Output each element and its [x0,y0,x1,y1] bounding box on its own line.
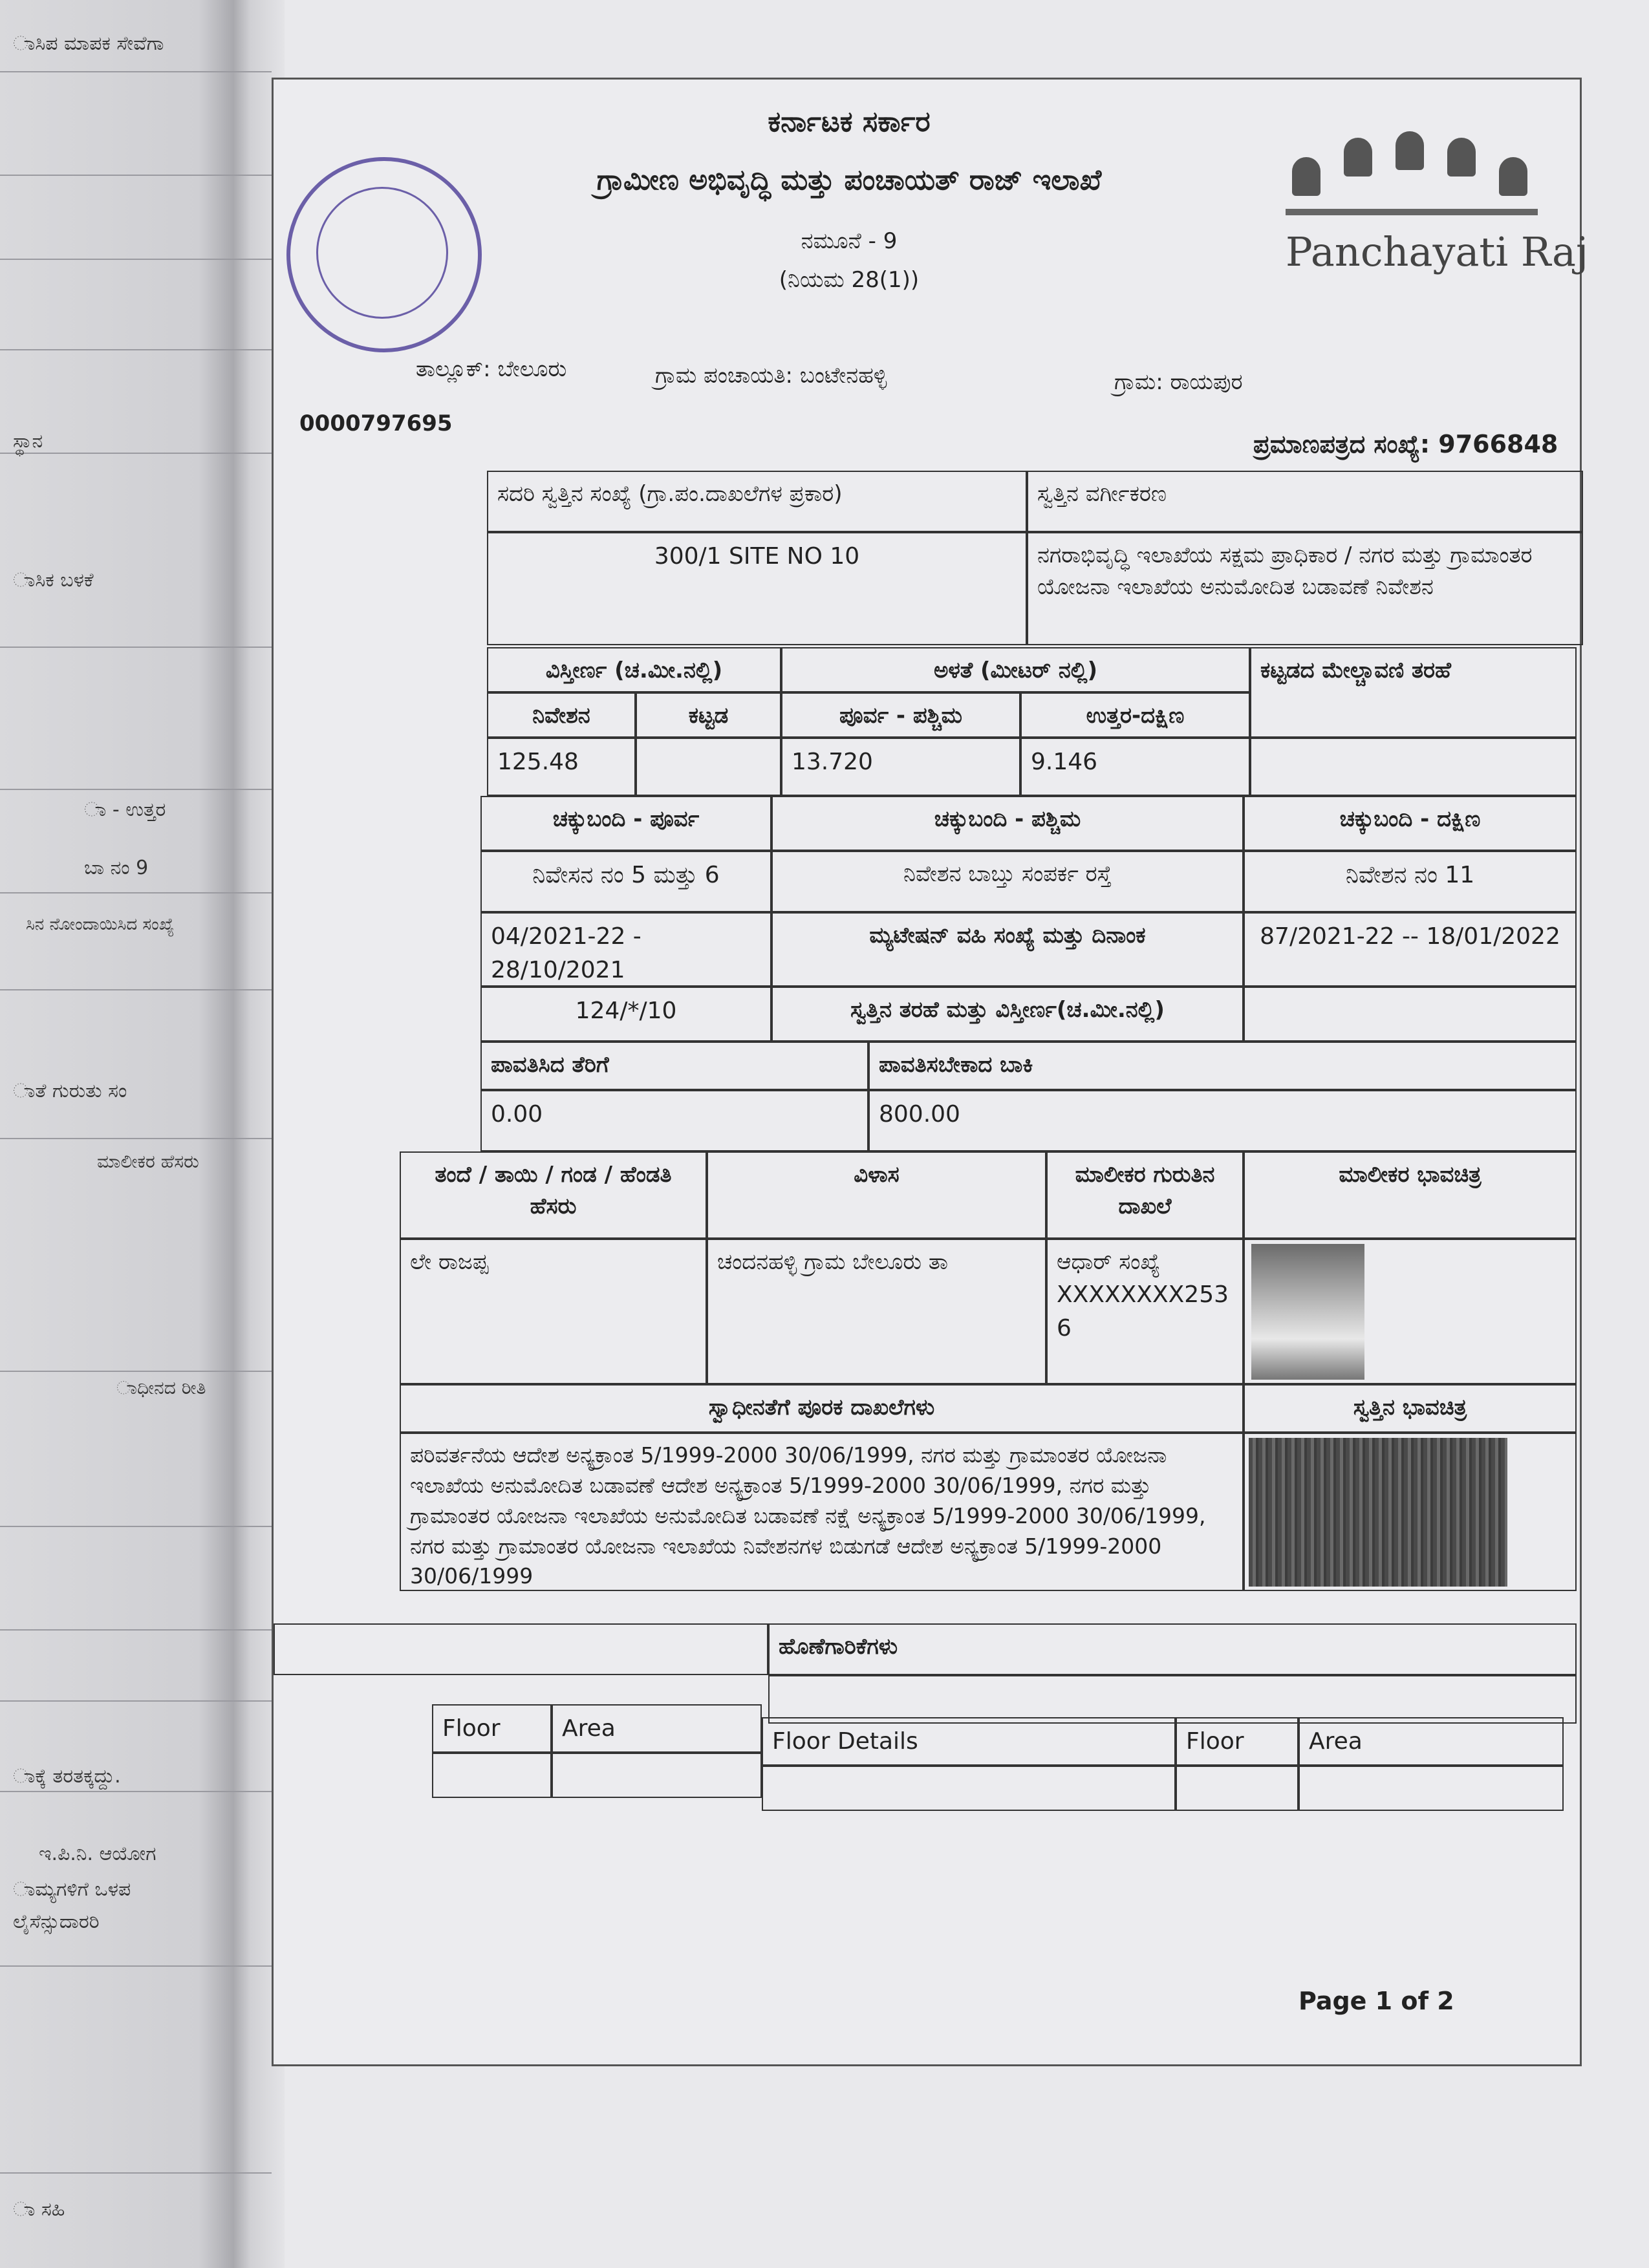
certificate-number: ಪ್ರಮಾಣಪತ್ರದ ಸಂಖ್ಯೆ: 9766848 [1253,430,1558,458]
floor-value [432,1753,552,1798]
supporting-docs-text: ಪರಿವರ್ತನೆಯ ಆದೇಶ ಅನ್ಯಕ್ರಾಂತ 5/1999-2000 30/06/1999, ನಗರ ಮತ್ತು ಗ್ರಾಮಾಂತರ ಯೋಜನಾ ಇಲಾಖೆಯ ಅನುಮೋದಿತ ಬಡಾವಣೆ ಆದೇಶ ಅನ್ಯಕ್ರಾಂತ 5/1999-2000 30/06/1999, ನಗರ ಮತ್ತು ಗ್ರಾಮಾಂತರ ಯೋಜನಾ ಇಲಾಖೆಯ ಅನುಮೋದಿತ ಬಡಾವಣೆ ನಕ್ಷೆ ಅನ್ಯಕ್ರಾಂತ 5/1999-2000 30/06/1999, ನಗರ ಮತ್ತು ಗ್ರಾಮಾಂತರ ಯೋಜನಾ ಇಲಾಖೆಯ ನಿವೇಶನಗಳ ಬಿಡುಗಡೆ ಆದೇಶ ಅನ್ಯಕ್ರಾಂತ 5/1999-2000 30/06/1999 [400,1433,1244,1591]
liabilities-blank [274,1623,768,1675]
strip-text: ಾಕ್ಕೆ ತರತಕ್ಕದ್ದು. [13,1765,121,1788]
strip-text: ಾಮ್ಯಗಳಿಗೆ ಒಳಪ [13,1878,131,1901]
govt-title: ಕರ್ನಾಟಕ ಸರ್ಕಾರ [768,105,931,138]
site-area-value: 125.48 [487,738,636,796]
floor-value-2 [1176,1766,1299,1811]
form-sheet [272,78,1589,2066]
strip-text: ಾಧೀನದ ರೀತಿ [116,1377,206,1398]
strip-text: ಇ.ಪಿ.ನಿ. ಆಯೋಗ [39,1843,156,1865]
floor-area-value-2 [1299,1766,1564,1811]
owner-id-value [1046,1239,1244,1384]
roof-type-label: ಕಟ್ಟಡದ ಮೇಲ್ಚಾವಣಿ ತರಹೆ [1250,647,1577,738]
logo-text: Panchayati Raj [1286,228,1589,275]
strip-text: ಸಿನ ನೋಂದಾಯಿಸಿದ ಸಂಖ್ಯೆ [26,915,175,934]
property-class-label: ಸ್ವತ್ತಿನ ವರ್ಗೀಕರಣ [1027,471,1583,532]
mutation-label: ಮ್ಯಟೇಷನ್ ವಹಿ ಸಂಖ್ಯೆ ಮತ್ತು ದಿನಾಂಕ [771,912,1244,987]
supporting-docs-label: ಸ್ವಾಧೀನತೆಗೆ ಪೂರಕ ದಾಖಲೆಗಳು [400,1384,1244,1433]
boundary-east-value: ನಿವೇಸನ ನಂ 5 ಮತ್ತು 6 [480,851,771,912]
strip-text: ಮಾಲೀಕರ ಹೆಸರು [97,1151,199,1172]
area-label: ವಿಸ್ತೀರ್ಣ (ಚ.ಮೀ.ನಲ್ಲಿ) [487,647,781,692]
boundary-east-label: ಚಕ್ಕುಬಂದಿ - ಪೂರ್ವ [480,796,771,851]
survey-number-value: 124/*/10 [480,987,771,1042]
taluk: ತಾಲ್ಲೂಕ್: ಬೇಲೂರು [416,356,567,382]
boundary-south-value: ನಿವೇಶನ ನಂ 11 [1244,851,1577,912]
strip-text: ಬಾ ನಂ 9 [84,857,149,879]
address-value: ಚಂದನಹಳ್ಳಿ ಗ್ರಾಮ ಬೇಲೂರು ತಾ [707,1239,1046,1384]
property-photo [1249,1438,1507,1587]
floor-details-value [762,1766,1176,1811]
left-binding-strip [0,0,285,2268]
property-photo-cell [1244,1433,1577,1591]
owner-photo [1251,1244,1364,1380]
boundary-south-label: ಚಕ್ಕುಬಂದಿ - ದಕ್ಷಿಣ [1244,796,1577,851]
north-south-value: 9.146 [1020,738,1250,796]
mutation-value: 87/2021-22 -- 18/01/2022 [1244,912,1577,987]
dimension-label: ಅಳತೆ (ಮೀಟರ್ ನಲ್ಲಿ) [781,647,1250,692]
dept-title: ಗ್ರಾಮೀಣ ಅಭಿವೃದ್ಧಿ ಮತ್ತು ಪಂಚಾಯತ್ ರಾಜ್ ಇಲಾಖೆ [596,164,1102,197]
site-label: ನಿವೇಶನ [487,692,636,738]
village: ಗ್ರಾಮ: ರಾಯಪುರ [1114,369,1243,395]
floor-area-label: Area [552,1704,762,1753]
liabilities-label: ಹೊಣೆಗಾರಿಕೆಗಳು [768,1623,1577,1675]
boundary-west-value: ನಿವೇಶನ ಬಾಬ್ತು ಸಂಪರ್ಕ ರಸ್ತೆ [771,851,1244,912]
floor-label: Floor [432,1704,552,1753]
owner-id-type: ಆಧಾರ್ ಸಂಖ್ಯೆ [1057,1249,1161,1275]
north-south-label: ಉತ್ತರ-ದಕ್ಷಿಣ [1020,692,1250,738]
owner-id-label: ಮಾಲೀಕರ ಗುರುತಿನ ದಾಖಲೆ [1046,1151,1244,1239]
strip-text: ಾಸಿಕ ಬಳಕೆ [13,569,94,592]
building-label: ಕಟ್ಟಡ [636,692,781,738]
id-number: 0000797695 [299,411,453,436]
strip-text: ಲೈಸೆನ್ಸುದಾರರಿ [13,1910,100,1933]
registration-order-value: 04/2021-22 - 28/10/2021 [480,912,771,987]
floor-area-value [552,1753,762,1798]
tax-due-label: ಪಾವತಿಸಬೇಕಾದ ಬಾಕಿ [868,1042,1577,1090]
building-area-value [636,738,781,796]
owner-photo-label: ಮಾಲೀಕರ ಭಾವಚಿತ್ರ [1244,1151,1577,1239]
floor-details-label: Floor Details [762,1717,1176,1766]
page-number: Page 1 of 2 [1299,1987,1454,2015]
tax-paid-value: 0.00 [480,1090,868,1151]
liabilities-value [768,1675,1577,1724]
owner-id-number: XXXXXXXX2536 [1057,1281,1229,1342]
property-number-label: ಸದರಿ ಸ್ವತ್ತಿನ ಸಂಖ್ಯೆ (ಗ್ರಾ.ಪಂ.ದಾಖಲೆಗಳ ಪ್ರಕಾರ) [487,471,1027,532]
strip-text: ಾ - ಉತ್ತರ [84,798,166,821]
strip-text: ಸ್ಥಾನ [13,430,43,453]
property-number-value: 300/1 SITE NO 10 [487,532,1027,645]
property-photo-label: ಸ್ವತ್ತಿನ ಭಾವಚಿತ್ರ [1244,1384,1577,1433]
owner-photo-cell [1244,1239,1577,1384]
floor-area-label-2: Area [1299,1717,1564,1766]
rule-number: (ನಿಯಮ 28(1)) [779,267,920,293]
property-type-value [1244,987,1577,1042]
property-type-label: ಸ್ವತ್ತಿನ ತರಹೆ ಮತ್ತು ವಿಸ್ತೀರ್ಣ(ಚ.ಮೀ.ನಲ್ಲಿ) [771,987,1244,1042]
east-west-label: ಪೂರ್ವ - ಪಶ್ಚಿಮ [781,692,1020,738]
parent-name-label: ತಂದೆ / ತಾಯಿ / ಗಂಡ / ಹೆಂಡತಿ ಹೆಸರು [400,1151,707,1239]
east-west-value: 13.720 [781,738,1020,796]
boundary-west-label: ಚಕ್ಕುಬಂದಿ - ಪಶ್ಚಿಮ [771,796,1244,851]
property-class-value: ನಗರಾಭಿವೃದ್ಧಿ ಇಲಾಖೆಯ ಸಕ್ಷಮ ಪ್ರಾಧಿಕಾರ / ನಗರ ಮತ್ತು ಗ್ರಾಮಾಂತರ ಯೋಜನಾ ಇಲಾಖೆಯ ಅನುಮೋದಿತ ಬಡಾವಣೆ ನಿವೇಶನ [1027,532,1583,645]
tax-due-value: 800.00 [868,1090,1577,1151]
floor-label-2: Floor [1176,1717,1299,1766]
strip-text: ಾ ಸಹಿ [13,2198,65,2221]
strip-text: ಾತೆ ಗುರುತು ಸಂ [13,1080,127,1102]
panchayati-raj-logo [1279,118,1589,286]
address-label: ವಿಳಾಸ [707,1151,1046,1239]
tax-paid-label: ಪಾವತಿಸಿದ ತೆರಿಗೆ [480,1042,868,1090]
gram-panchayat: ಗ್ರಾಮ ಪಂಚಾಯತಿ: ಬಂಟೇನಹಳ್ಳಿ [655,363,887,389]
form-number: ನಮೂನೆ - 9 [801,228,898,254]
parent-name-value: ಲೇ ರಾಜಪ್ಪ [400,1239,707,1384]
strip-text: ಾಸಿಪ ಮಾಪಕ ಸೇವೆಗಾ [13,32,164,55]
roof-type-value [1250,738,1577,796]
